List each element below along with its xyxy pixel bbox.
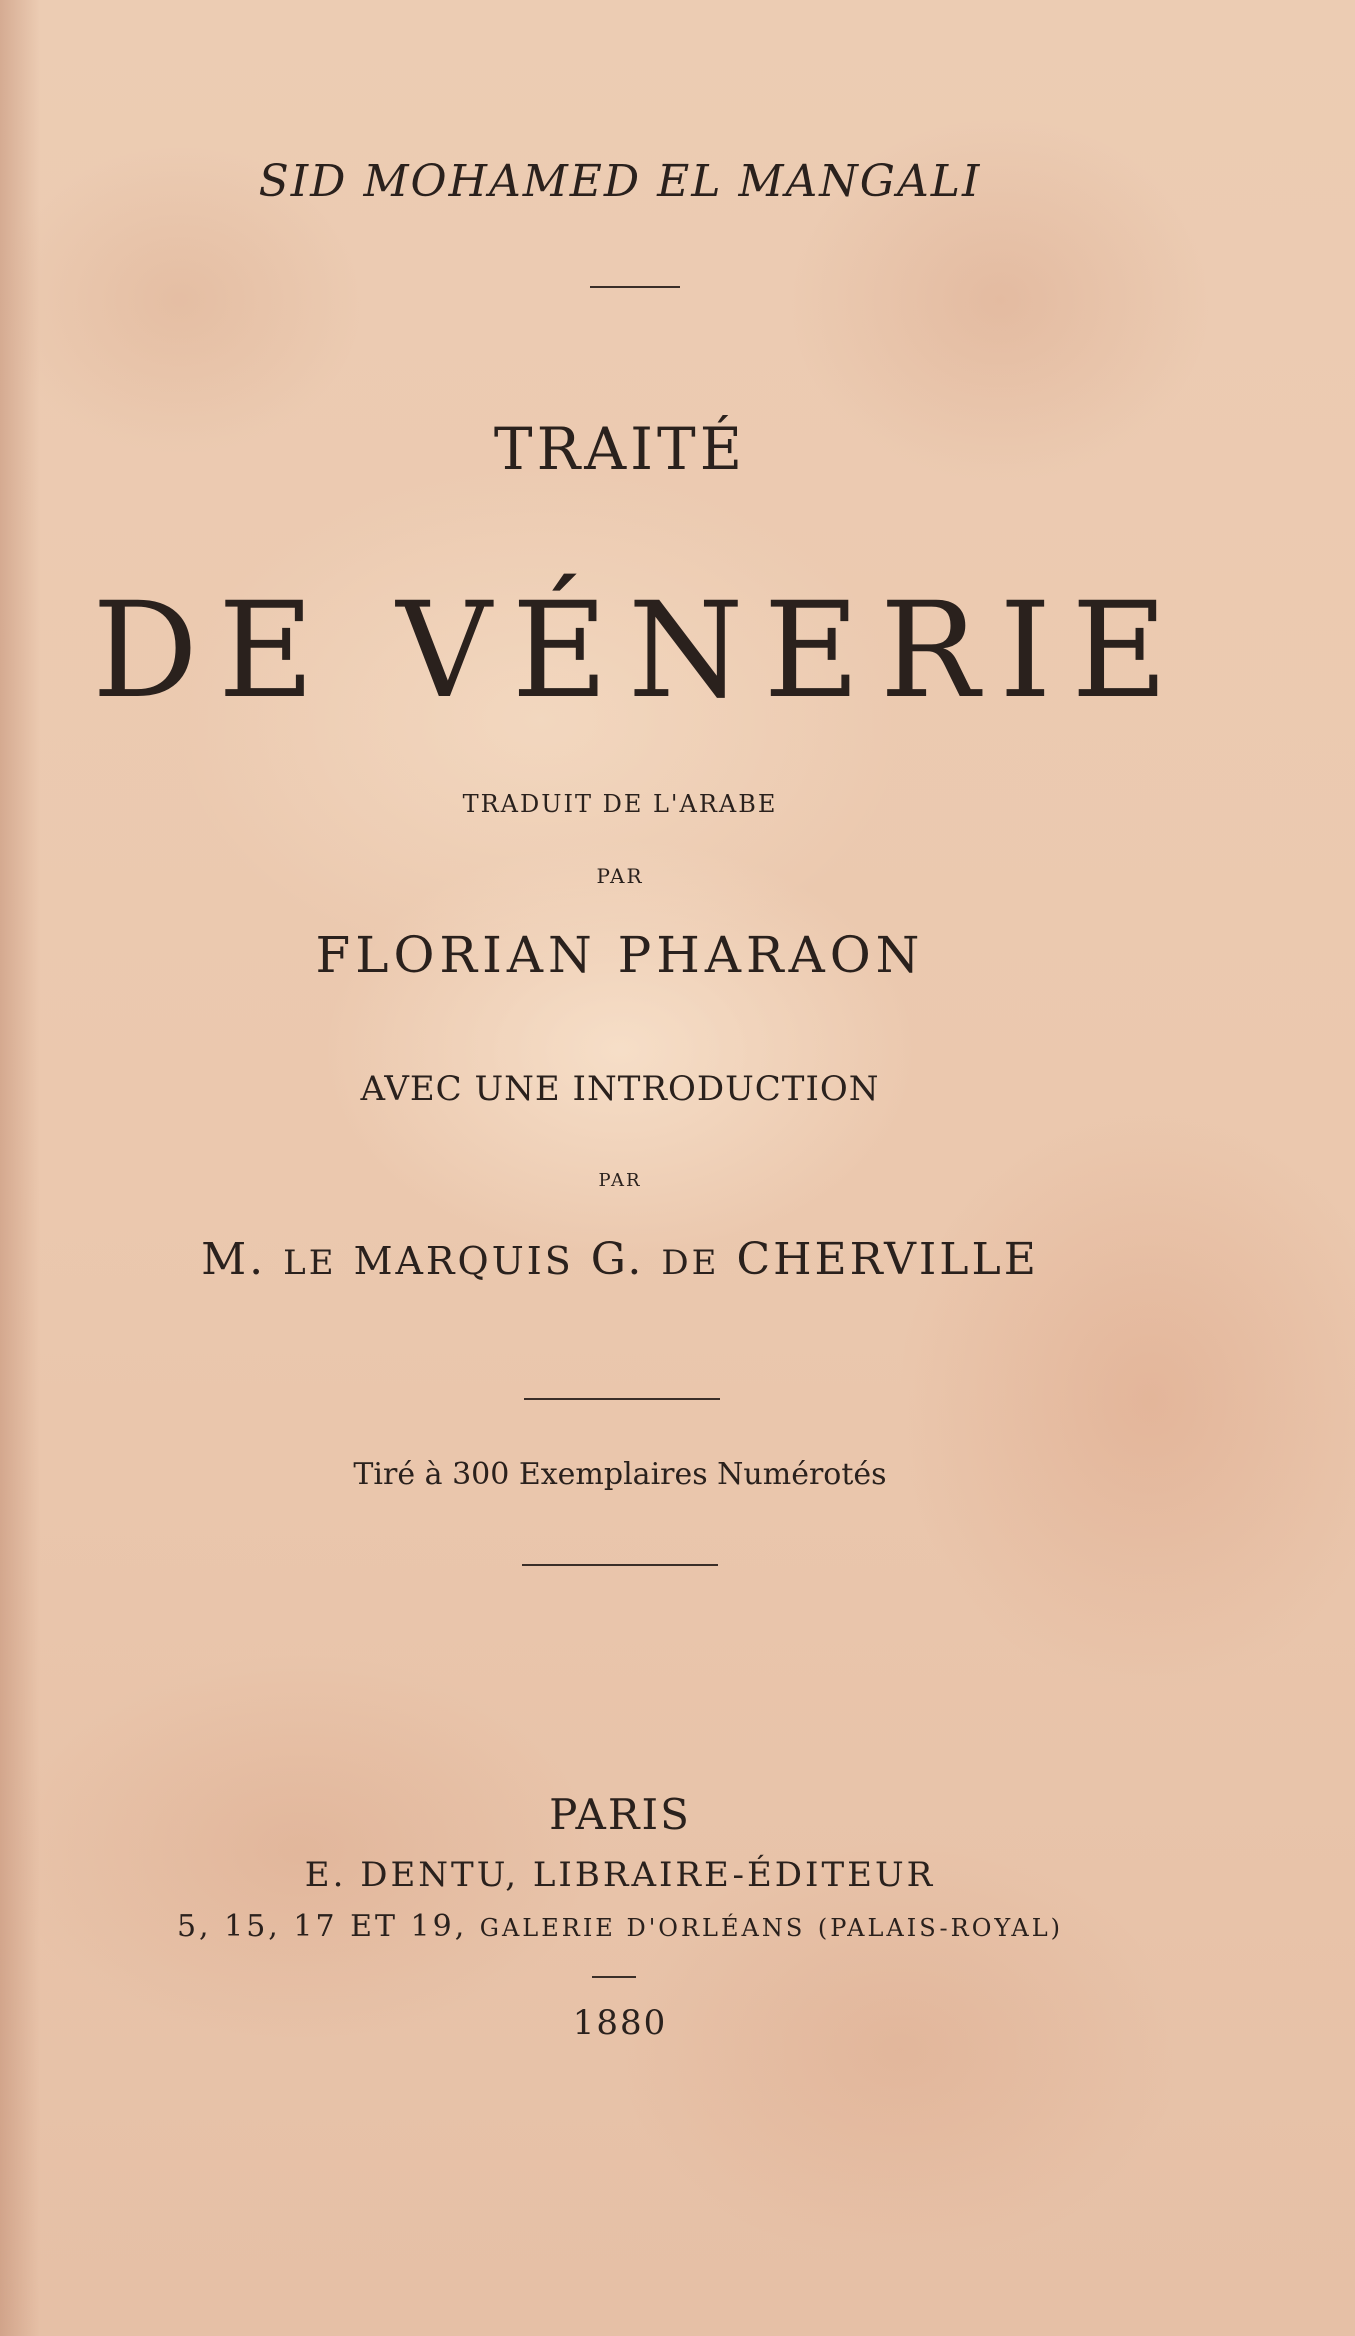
- publisher-name: E. DENTU, LIBRAIRE-ÉDITEUR: [304, 1855, 936, 1895]
- introduction-line: AVEC UNE INTRODUCTION: [360, 1069, 880, 1109]
- divider-rule-middle-1: [524, 1398, 720, 1400]
- publisher-address: [0, 1909, 1240, 1944]
- introducer-m: M.: [201, 1234, 267, 1285]
- par-label-2: PAR: [598, 1170, 642, 1191]
- par-label-1: PAR: [596, 864, 644, 888]
- publication-city: PARIS: [549, 1790, 691, 1839]
- introducer-le: LE: [283, 1243, 337, 1283]
- divider-rule-bottom: [592, 1976, 636, 1978]
- title-line-1: TRAITÉ: [493, 415, 747, 483]
- introducer-marquis: MARQUIS: [353, 1239, 574, 1283]
- divider-rule-middle-2: [522, 1564, 718, 1566]
- author-name: SID MOHAMED EL MANGALI: [258, 156, 982, 207]
- address-numbers: 5, 15, 17 ET 19,: [176, 1909, 468, 1944]
- introducer-surname: CHERVILLE: [736, 1234, 1039, 1285]
- publication-year: 1880: [572, 2003, 668, 2043]
- introducer-g: G.: [590, 1234, 645, 1285]
- translated-from: TRADUIT DE L'ARABE: [462, 790, 778, 818]
- print-run-note: Tiré à 300 Exemplaires Numérotés: [353, 1457, 887, 1492]
- divider-rule-top: [590, 286, 680, 288]
- address-district: (PALAIS-ROYAL): [817, 1914, 1064, 1942]
- address-street: GALERIE D'ORLÉANS: [479, 1914, 806, 1942]
- title-line-2: DE VÉNERIE: [92, 574, 1188, 728]
- introducer-name: [0, 1234, 1240, 1285]
- introducer-de: DE: [661, 1243, 720, 1283]
- translator-name: FLORIAN PHARAON: [315, 926, 925, 984]
